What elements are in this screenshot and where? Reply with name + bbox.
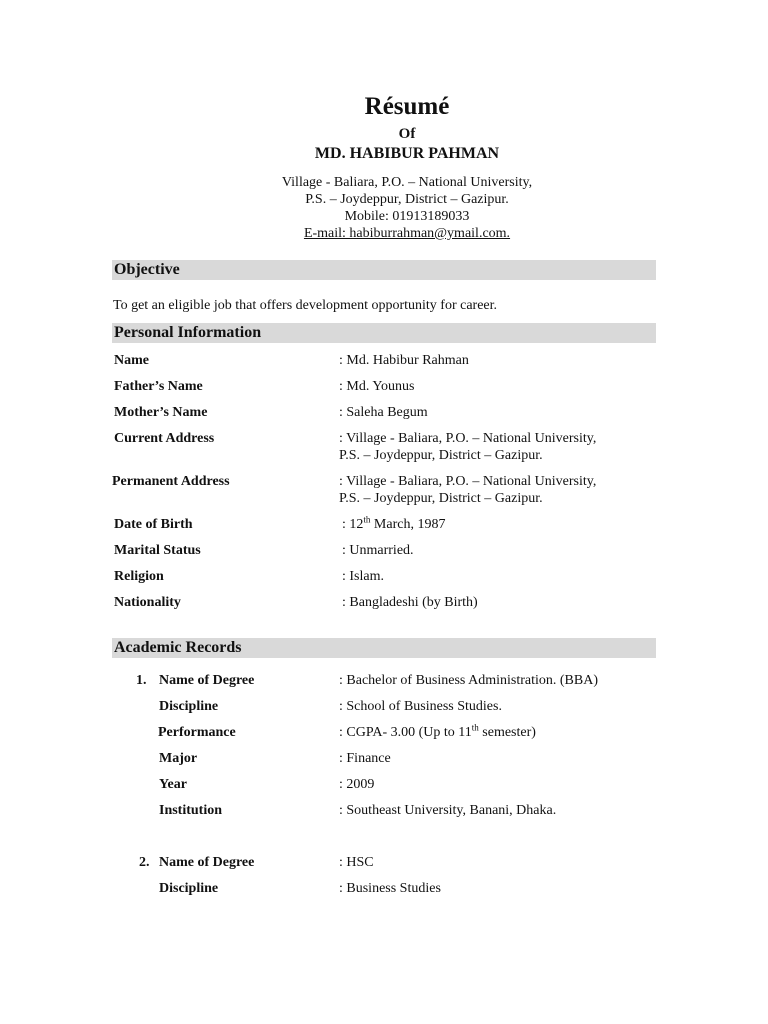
record1-degree-value: : Bachelor of Business Administration. (BBA) [339, 673, 598, 688]
record1-year-label: Year [159, 777, 187, 792]
personal-heading: Personal Information [114, 324, 262, 341]
record1-performance-label: Performance [158, 725, 236, 740]
resume-title: Résumé [364, 93, 450, 120]
nationality-value: : Bangladeshi (by Birth) [342, 595, 478, 610]
record1-major-value: : Finance [339, 751, 391, 766]
dob-label: Date of Birth [114, 517, 193, 532]
father-label: Father’s Name [114, 379, 203, 394]
religion-value: : Islam. [342, 569, 384, 584]
marital-value: : Unmarried. [342, 543, 414, 558]
religion-label: Religion [114, 569, 164, 584]
objective-text: To get an eligible job that offers development opportunity for career. [113, 298, 498, 313]
marital-label: Marital Status [114, 543, 201, 558]
academic-heading: Academic Records [114, 639, 242, 656]
contact-address-line2: P.S. – Joydeppur, District – Gazipur. [305, 192, 509, 207]
contact-address-line1: Village - Baliara, P.O. – National University, [281, 175, 533, 190]
father-value: : Md. Younus [339, 379, 415, 394]
record1-institution-value: : Southeast University, Banani, Dhaka. [339, 803, 557, 818]
record2-discipline-value: : Business Studies [339, 881, 441, 896]
dob-value: : 12th March, 1987 [342, 514, 446, 532]
record2-discipline-label: Discipline [159, 881, 219, 896]
record1-performance-value: : CGPA- 3.00 (Up to 11th semester) [339, 722, 536, 740]
record2-degree-label: Name of Degree [159, 855, 255, 870]
name-label: Name [114, 353, 149, 368]
record1-major-label: Major [159, 751, 198, 766]
permanent-address-value-line1: : Village - Baliara, P.O. – National University, [339, 474, 597, 489]
current-address-value-line1: : Village - Baliara, P.O. – National University, [339, 431, 597, 446]
contact-block [0, 174, 768, 242]
permanent-address-value-line2: P.S. – Joydeppur, District – Gazipur. [339, 491, 543, 506]
record1-number: 1. [136, 673, 147, 688]
record1-year-value: : 2009 [339, 777, 375, 792]
record1-discipline-value: : School of Business Studies. [339, 699, 502, 714]
current-address-value-line2: P.S. – Joydeppur, District – Gazipur. [339, 448, 543, 463]
contact-mobile: Mobile: 01913189033 [344, 209, 470, 224]
objective-section-bar [112, 260, 656, 280]
record1-degree-label: Name of Degree [159, 673, 255, 688]
applicant-name: MD. HABIBUR PAHMAN [314, 145, 500, 162]
mother-label: Mother’s Name [114, 405, 208, 420]
record1-discipline-label: Discipline [159, 699, 219, 714]
permanent-address-label: Permanent Address [112, 474, 230, 489]
record1-institution-label: Institution [159, 803, 223, 818]
record2-degree-value: : HSC [339, 855, 374, 870]
current-address-label: Current Address [114, 431, 215, 446]
nationality-label: Nationality [114, 595, 181, 610]
resume-of: Of [398, 126, 416, 142]
contact-email: E-mail: habiburrahman@ymail.com. [303, 226, 511, 241]
mother-value: : Saleha Begum [339, 405, 428, 420]
objective-heading: Objective [114, 261, 180, 278]
record2-number: 2. [139, 855, 150, 870]
name-value: : Md. Habibur Rahman [339, 353, 469, 368]
